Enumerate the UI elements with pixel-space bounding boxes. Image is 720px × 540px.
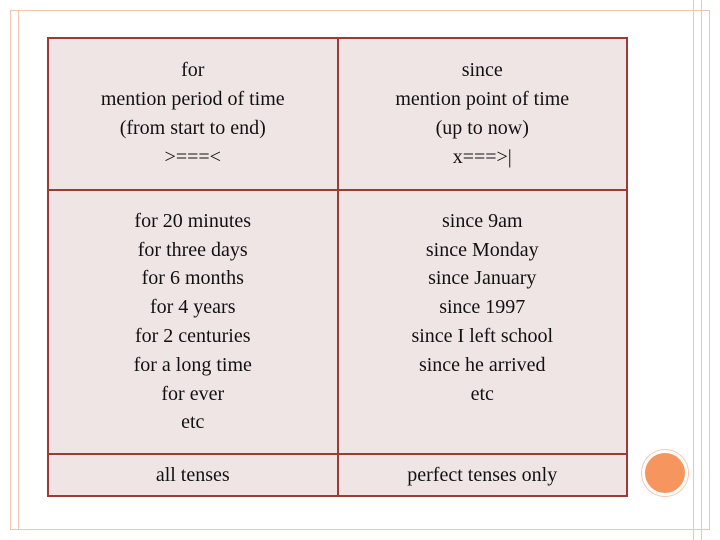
for-header-line: (from start to end) — [119, 117, 266, 139]
for-example: for 20 minutes — [134, 209, 252, 232]
since-example: since 1997 — [439, 296, 526, 319]
since-examples-cell — [338, 190, 628, 454]
header-row — [48, 38, 627, 190]
slide-frame-left — [10, 10, 11, 530]
slide-frame-top — [10, 10, 710, 11]
since-example-spacer — [339, 408, 627, 437]
slide-frame-right-inner — [693, 0, 694, 540]
for-header-line: for — [181, 59, 205, 82]
tenses-row — [48, 454, 627, 496]
for-examples-cell — [48, 190, 338, 454]
slide-frame-bottom — [10, 529, 710, 530]
for-tenses-cell: all tenses — [48, 454, 338, 496]
decorative-circle-icon — [642, 450, 688, 496]
for-example: for 6 months — [141, 267, 244, 290]
since-example: etc — [470, 382, 494, 405]
for-example: for 2 centuries — [134, 325, 251, 347]
since-example: since he arrived — [418, 353, 546, 376]
slide-frame-right-middle — [701, 0, 702, 540]
since-tenses-cell: perfect tenses only — [338, 454, 628, 496]
since-header-line: (up to now) — [435, 117, 529, 139]
slide-frame-right — [709, 10, 710, 530]
for-example: for 4 years — [149, 296, 236, 319]
for-header-cell — [48, 38, 338, 190]
for-example: for ever — [161, 382, 225, 405]
for-example: for a long time — [133, 353, 252, 376]
since-example: since Monday — [425, 238, 539, 261]
examples-row — [48, 190, 627, 454]
since-timeline-symbol: x===>| — [452, 145, 512, 168]
since-header-line: mention point of time — [395, 88, 570, 111]
for-example: etc — [181, 411, 205, 434]
since-example: since 9am — [441, 209, 523, 232]
for-header-line: mention period of time — [100, 88, 285, 111]
since-header-cell — [338, 38, 628, 190]
for-timeline-symbol: >===< — [164, 145, 221, 168]
since-example: since January — [428, 267, 537, 290]
slide-frame-left-inner — [18, 10, 19, 530]
since-header-line: since — [461, 59, 503, 82]
since-example: since I left school — [411, 325, 554, 347]
for-example: for three days — [137, 238, 248, 261]
for-since-table — [47, 37, 628, 497]
